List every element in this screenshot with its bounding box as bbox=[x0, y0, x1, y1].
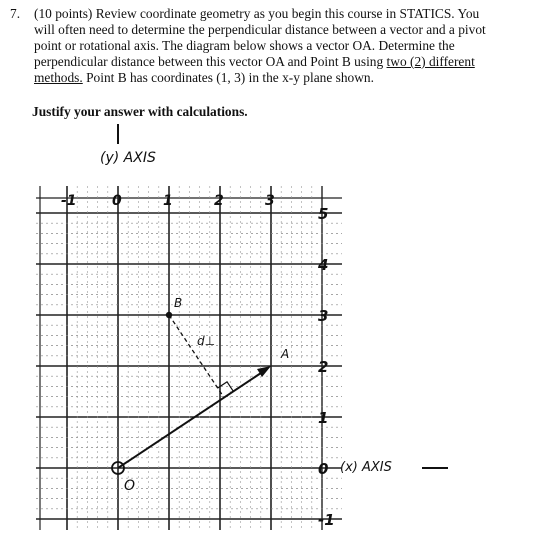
y-tick-label: 2 bbox=[318, 358, 329, 376]
distance-label: d⊥ bbox=[197, 334, 216, 348]
diagram-marks bbox=[112, 296, 289, 494]
origin-label: O bbox=[124, 478, 136, 494]
point-b-label: B bbox=[174, 296, 183, 310]
dashed-grid-lines bbox=[36, 186, 342, 530]
y-tick-label: 4 bbox=[318, 256, 329, 274]
x-tick-label: 2 bbox=[214, 193, 224, 209]
x-tick-labels bbox=[61, 193, 275, 209]
y-tick-label: -1 bbox=[318, 511, 335, 529]
problem-line-1: (10 points) Review coordinate geometry as you begin this course in STATICS. You bbox=[34, 6, 480, 21]
problem-line-5-underlined: methods. bbox=[34, 70, 83, 85]
vector-oa bbox=[118, 369, 267, 468]
problem-line-2: will often need to determine the perpendicular distance between a vector and a pivot bbox=[34, 22, 486, 37]
x-tick-label: 0 bbox=[112, 193, 122, 209]
point-b bbox=[166, 312, 172, 318]
y-tick-label: 3 bbox=[318, 307, 329, 325]
problem-number: 7. bbox=[10, 6, 21, 21]
problem-line-4-underlined: two (2) different bbox=[386, 54, 475, 69]
problem-line-4-text: perpendicular distance between this vector OA and Point B using bbox=[34, 54, 387, 69]
problem-line-5-text: Point B has coordinates (1, 3) in the x-y plane shown. bbox=[82, 70, 374, 85]
instruction-text: Justify your answer with calculations. bbox=[32, 104, 248, 119]
x-tick-label: 3 bbox=[265, 193, 275, 209]
x-axis-label: (x) AXIS bbox=[340, 460, 392, 475]
point-a-label: A bbox=[281, 347, 290, 361]
perpendicular-line bbox=[169, 315, 224, 397]
x-tick-label: 1 bbox=[163, 193, 173, 209]
y-tick-label: 5 bbox=[318, 205, 329, 223]
x-tick-label: -1 bbox=[61, 193, 77, 209]
y-tick-label: 0 bbox=[318, 460, 329, 478]
problem-line-3: point or rotational axis. The diagram below shows a vector OA. Determine the bbox=[34, 38, 455, 53]
y-tick-label: 1 bbox=[318, 409, 329, 427]
y-axis-label: (y) AXIS bbox=[100, 150, 156, 166]
